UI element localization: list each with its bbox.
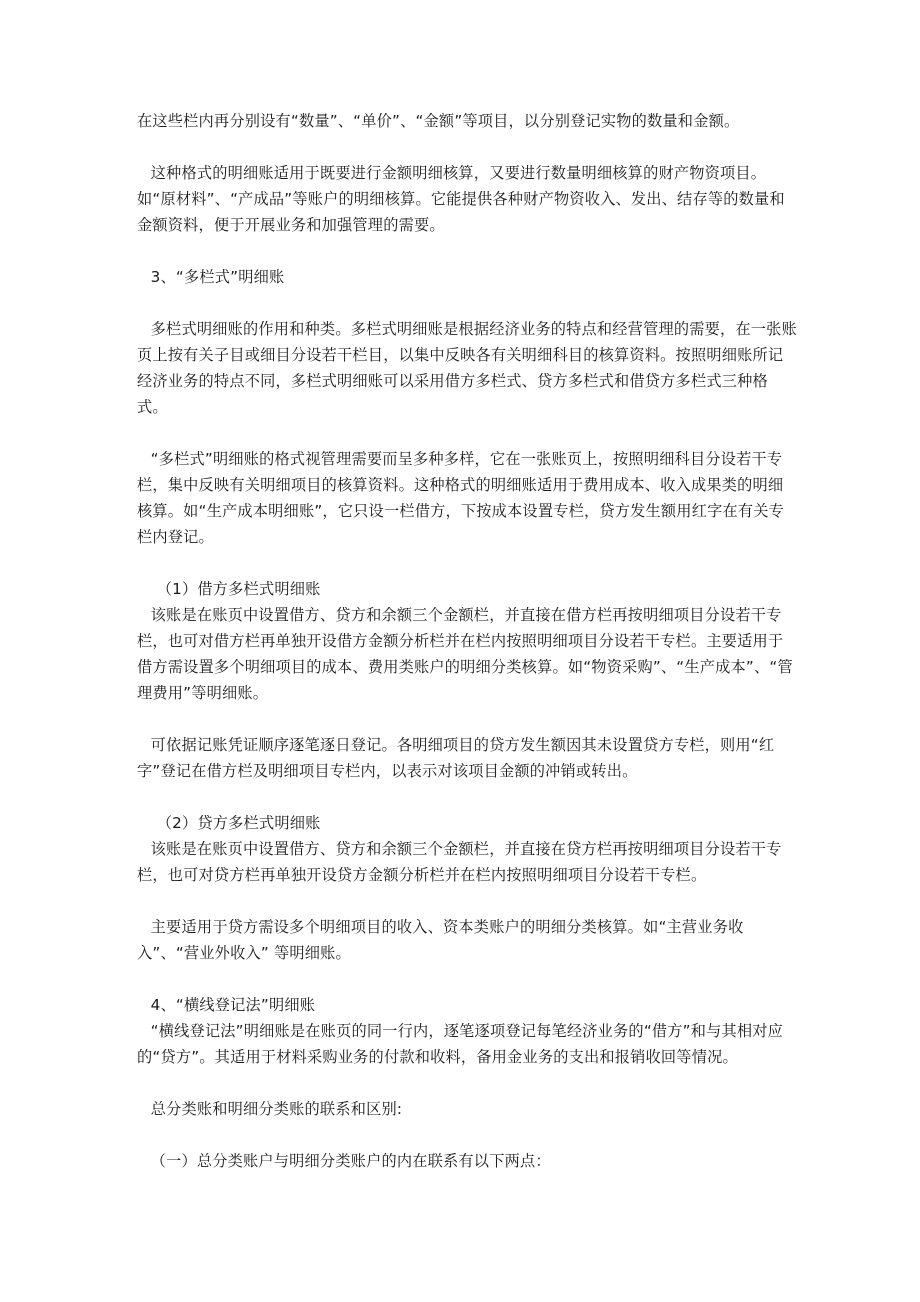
paragraph-horizontal-line: “横线登记法”明细账是在账页的同一行内，逐笔逐项登记每笔经济业务的“借方”和与其相对应的“贷方”。其适用于材料采购业务的付款和收料，备用金业务的支出和报销收回等情况。 [137,1022,784,1066]
subheading-debit-multi-column: （1）借方多栏式明细账 [156,580,321,598]
spacer [137,550,797,576]
spacer [137,290,797,316]
paragraph-internal-relationship: （一）总分类账户与明细分类账户的内在联系有以下两点： [150,1152,551,1170]
spacer [137,888,797,914]
subheading-credit-multi-column: （2）贷方多栏式明细账 [156,814,321,832]
spacer [137,784,797,810]
spacer [137,1122,797,1148]
paragraph-red-ink-entry: 可依据记账凭证顺序逐笔逐日登记。各明细项目的贷方发生额因其未设置贷方专栏，则用“红字”登记在借方栏及明细项目专栏内，以表示对该项目金额的冲销或转出。 [137,736,775,780]
document-body [137,108,797,1174]
paragraph-quantity-columns: 在这些栏内再分别设有“数量”、“单价”、“金额”等项目，以分别登记实物的数量和金额。 [137,112,740,130]
spacer [137,706,797,732]
paragraph-credit-multi-column: 该账是在账页中设置借方、贷方和余额三个金额栏，并直接在贷方栏再按明细项目分设若干专栏，也可对贷方栏再单独开设贷方金额分析栏并在栏内按照明细项目分设若干专栏。 [137,840,782,884]
spacer [137,134,797,160]
spacer [137,420,797,446]
paragraph-debit-multi-column: 该账是在账页中设置借方、贷方和余额三个金额栏，并直接在借方栏再按明细项目分设若干专栏，也可对借方栏再单独开设借方金额分析栏并在栏内按照明细项目分设若干专栏。主要适用于借方需设置多个明细项目的成本、费用类账户的明细分类核算。如“物资采购”、“生产成本”、“管理费用”等明细账。 [137,606,793,702]
paragraph-credit-usage: 主要适用于贷方需设多个明细项目的收入、资本类账户的明细分类核算。如“主营业务收入”、“营业外收入” 等明细账。 [137,918,744,962]
paragraph-multi-column-format: “多栏式”明细账的格式视管理需要而呈多种多样，它在一张账页上，按照明细科目分设若干专栏，集中反映有关明细项目的核算资料。这种格式的明细账适用于费用成本、收入成果类的明细核算。如“生产成本明细账”，它只设一栏借方，下按成本设置专栏，贷方发生额用红字在有关专栏内登记。 [137,450,785,546]
spacer [137,238,797,264]
paragraph-multi-column-purpose: 多栏式明细账的作用和种类。多栏式明细账是根据经济业务的特点和经营管理的需要，在一张账页上按有关子目或细目分设若干栏目，以集中反映各有关明细科目的核算资料。按照明细账所记经济业务的特点不同，多栏式明细账可以采用借方多栏式、贷方多栏式和借贷方多栏式三种格式。 [137,320,797,416]
spacer [137,1070,797,1096]
spacer [137,966,797,992]
section-heading-horizontal-line: 4、“横线登记法”明细账 [150,996,316,1014]
paragraph-general-vs-detail: 总分类账和明细分类账的联系和区别: [150,1100,403,1118]
section-heading-multi-column: 3、“多栏式”明细账 [150,268,285,286]
paragraph-quantity-amount-format: 这种格式的明细账适用于既要进行金额明细核算，又要进行数量明细核算的财产物资项目。如“原材料”、“产成品”等账户的明细核算。它能提供各种财产物资收入、发出、结存等的数量和金额资料，便于开展业务和加强管理的需要。 [137,164,785,234]
